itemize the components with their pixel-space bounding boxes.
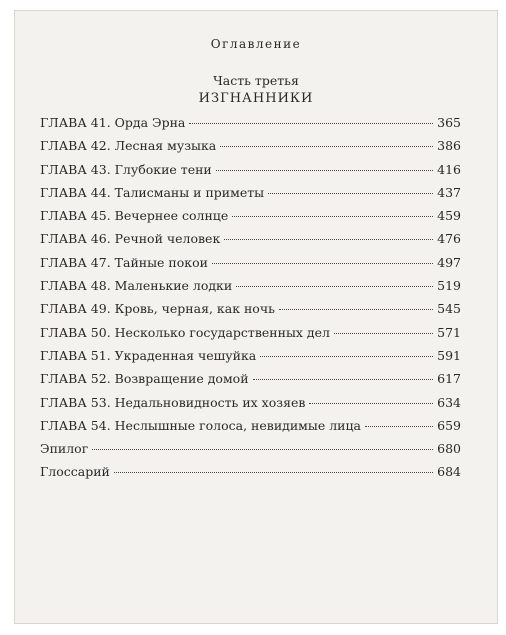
dot-leader — [260, 355, 433, 357]
dot-leader — [279, 308, 433, 310]
toc-entry — [40, 274, 461, 297]
dot-leader — [220, 145, 433, 147]
dot-leader — [189, 122, 433, 124]
part-label: Часть третья — [213, 73, 299, 88]
toc-entry-title: ГЛАВА 49. Кровь, черная, как ночь — [40, 301, 275, 317]
toc-entry-page: 519 — [437, 278, 461, 294]
toc-entry-page: 634 — [437, 394, 461, 410]
toc-entry-title: ГЛАВА 54. Неслышные голоса, невидимые лица — [40, 417, 361, 433]
dot-leader — [232, 215, 433, 217]
dot-leader — [212, 262, 433, 264]
toc-entry-title: Эпилог — [40, 441, 89, 457]
toc-entry-page: 659 — [437, 417, 461, 433]
toc-entry — [40, 158, 461, 181]
toc-entry — [40, 344, 461, 367]
toc-entry-title: Глоссарий — [40, 464, 110, 480]
toc-entry-title: ГЛАВА 45. Вечернее солнце — [40, 208, 229, 224]
toc-entry — [40, 251, 461, 274]
toc-entry — [40, 460, 461, 483]
toc-entry-title: ГЛАВА 52. Возвращение домой — [40, 371, 249, 387]
toc-entry-title: ГЛАВА 48. Маленькие лодки — [40, 278, 233, 294]
toc-entry-page: 680 — [437, 441, 461, 457]
toc-entry — [40, 414, 461, 437]
table-of-contents — [40, 111, 461, 484]
toc-entry-title: ГЛАВА 41. Орда Эрна — [40, 115, 186, 130]
dot-leader — [253, 378, 434, 380]
toc-entry — [40, 134, 461, 157]
dot-leader — [236, 285, 433, 287]
toc-entry-page: 684 — [437, 464, 461, 480]
dot-leader — [365, 425, 433, 427]
toc-entry-title: ГЛАВА 44. Талисманы и приметы — [40, 184, 265, 200]
dot-leader — [224, 238, 433, 240]
toc-entry-page: 545 — [437, 301, 461, 317]
toc-entry — [40, 391, 461, 414]
toc-entry-page: 365 — [437, 115, 461, 130]
toc-entry-title: ГЛАВА 53. Недальновидность их хозяев — [40, 394, 306, 410]
toc-entry — [40, 227, 461, 250]
toc-entry — [40, 111, 461, 134]
dot-leader — [114, 471, 433, 473]
toc-entry — [40, 437, 461, 460]
toc-entry — [40, 321, 461, 344]
dot-leader — [216, 169, 433, 171]
toc-entry-page: 476 — [437, 231, 461, 247]
toc-entry — [40, 367, 461, 390]
toc-entry-page: 617 — [437, 371, 461, 387]
book-page — [14, 10, 498, 624]
dot-leader — [309, 402, 433, 404]
contents-heading: Оглавление — [210, 37, 302, 51]
toc-entry-title: ГЛАВА 47. Тайные покои — [40, 254, 208, 270]
toc-entry-title: ГЛАВА 50. Несколько государственных дел — [40, 324, 330, 340]
dot-leader — [92, 448, 433, 450]
part-title: ИЗГНАННИКИ — [198, 91, 314, 106]
toc-entry — [40, 297, 461, 320]
toc-entry-page: 437 — [437, 184, 461, 200]
toc-entry-page: 416 — [437, 161, 461, 177]
toc-entry — [40, 181, 461, 204]
toc-entry-page: 386 — [437, 138, 461, 154]
toc-entry-page: 571 — [437, 324, 461, 340]
toc-entry — [40, 204, 461, 227]
toc-entry-page: 459 — [437, 208, 461, 224]
dot-leader — [334, 332, 433, 334]
toc-entry-page: 591 — [437, 347, 461, 363]
toc-entry-title: ГЛАВА 43. Глубокие тени — [40, 161, 212, 177]
toc-entry-title: ГЛАВА 46. Речной человек — [40, 231, 221, 247]
toc-entry-title: ГЛАВА 51. Украденная чешуйка — [40, 347, 257, 363]
dot-leader — [268, 192, 433, 194]
toc-entry-page: 497 — [437, 254, 461, 270]
toc-entry-title: ГЛАВА 42. Лесная музыка — [40, 138, 217, 154]
